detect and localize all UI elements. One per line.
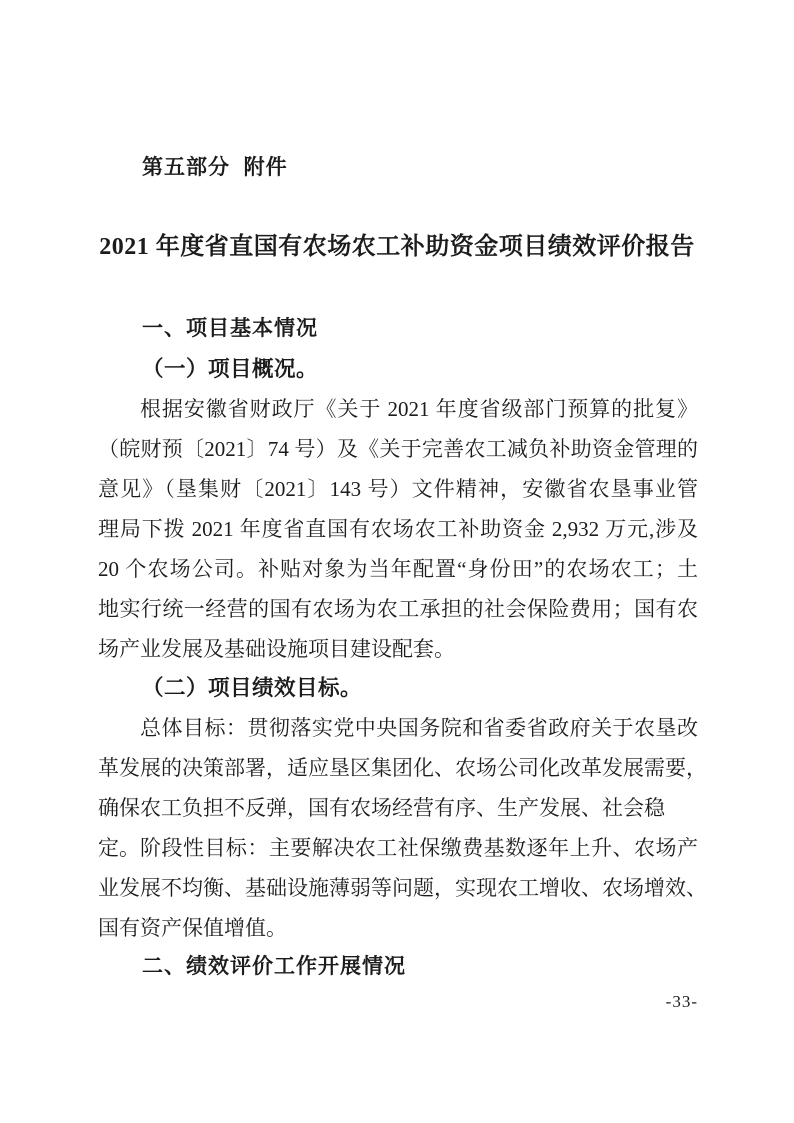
body-line: 革发展的决策部署，适应垦区集团化、农场公司化改革发展需要， [98,756,707,780]
body-line: 20 个农场公司。补贴对象为当年配置“身份田”的农场农工；土 [98,557,698,581]
body-line: 地实行统一经营的国有农场为农工承担的社会保险费用；国有农 [98,597,698,621]
subheading-project-overview: （一）项目概况。 [142,357,319,381]
body-line: 意见》（垦集财〔2021〕143 号）文件精神，安徽省农垦事业管 [98,477,698,501]
subheading-performance-goals: （二）项目绩效目标。 [142,676,363,700]
paragraph-stage-goals [98,828,707,948]
heading-evaluation-work: 二、绩效评价工作开展情况 [142,955,406,978]
document-title: 2021 年度省直国有农场农工补助资金项目绩效评价报告 [99,234,695,260]
body-line: 阶段性目标：主要解决农工社保缴费基数逐年上升、农场产 [140,836,698,860]
heading-project-basic-info: 一、项目基本情况 [142,317,318,340]
body-line: 确保农工负担不反弹，国有农场经营有序、生产发展、社会稳定。 [98,796,665,860]
body-line: 国有资产保值增值。 [98,916,287,940]
body-line: 场产业发展及基础设施项目建设配套。 [98,637,455,661]
body-line: 总体目标：贯彻落实党中央国务院和省委省政府关于农垦改 [140,716,698,740]
section-label: 第五部分 附件 [142,156,288,179]
body-line: 根据安徽省财政厅《关于 2021 年度省级部门预算的批复》 [140,397,698,421]
page-number: -33- [665,992,698,1011]
body-line: （皖财预〔2021〕74 号）及《关于完善农工减负补助资金管理的 [98,437,698,461]
paragraph-project-overview [98,389,698,669]
body-line: 理局下拨 2021 年度省直国有农场农工补助资金 2,932 万元,涉及 [98,517,698,541]
body-line: 业发展不均衡、基础设施薄弱等问题，实现农工增收、农场增效、 [98,876,707,900]
